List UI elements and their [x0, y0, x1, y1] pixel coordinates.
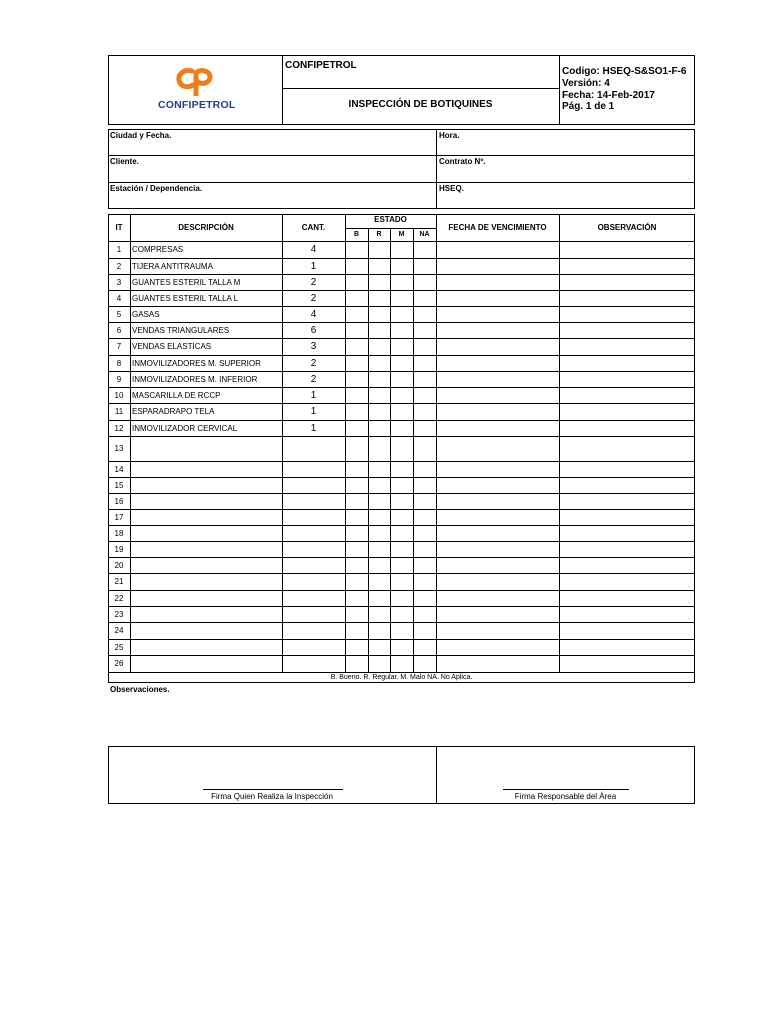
row-quantity: 2: [310, 357, 317, 369]
hora-label: Hora.: [439, 131, 460, 140]
form-title: INSPECCIÓN DE BOTIQUINES: [348, 99, 493, 110]
row-quantity: [282, 462, 345, 477]
row-description: [132, 574, 282, 590]
col-header-descripcion: DESCRIPCIÓN: [178, 223, 234, 232]
row-item-number: 10: [114, 390, 124, 400]
row-description: INMOVILIZADORES M. SUPERIOR: [132, 358, 261, 368]
row-quantity: 3: [310, 341, 317, 352]
row-quantity: [282, 607, 345, 622]
table-column-line: [345, 214, 346, 672]
signature-label-inspector: Firma Quien Realiza la Inspección: [211, 792, 333, 801]
row-description: MASCARILLA DE RCCP: [132, 390, 221, 400]
col-header-m: M: [398, 231, 405, 238]
col-header-na: NA: [419, 231, 430, 238]
row-quantity: [282, 656, 345, 672]
confipetrol-logo-icon: [176, 66, 214, 96]
row-description: [132, 494, 282, 509]
hseq-label: HSEQ.: [439, 184, 464, 193]
signature-line-right: [503, 789, 629, 790]
row-item-number: 2: [116, 261, 122, 271]
col-header-it: IT: [115, 223, 123, 232]
row-description: ESPARADRAPO TELA: [132, 407, 215, 416]
row-item-number: 24: [114, 626, 124, 635]
row-item-number: 25: [114, 642, 124, 652]
logo-wordmark: CONFIPETROL: [158, 99, 236, 111]
signature-line-left: [203, 789, 343, 790]
row-description: [132, 591, 282, 606]
row-item-number: 11: [114, 407, 124, 416]
row-description: [132, 558, 282, 573]
row-description: [132, 656, 282, 672]
col-header-b: B: [353, 231, 360, 238]
row-quantity: 4: [310, 308, 317, 320]
row-item-number: 18: [114, 528, 124, 538]
form-date: Fecha: 14-Feb-2017: [562, 90, 655, 101]
row-item-number: 22: [114, 593, 124, 603]
row-quantity: 2: [310, 292, 317, 304]
row-description: COMPRESAS: [132, 245, 184, 254]
info-divider-h2: [108, 182, 695, 183]
row-item-number: 7: [116, 342, 122, 351]
row-quantity: 2: [310, 276, 317, 288]
row-quantity: [282, 558, 345, 573]
row-quantity: [282, 494, 345, 509]
row-quantity: 1: [310, 406, 317, 417]
col-header-estado: ESTADO: [374, 215, 407, 224]
row-quantity: [282, 526, 345, 541]
row-item-number: 23: [114, 609, 124, 619]
row-item-number: 13: [114, 444, 124, 453]
row-quantity: 1: [310, 389, 317, 401]
row-item-number: 8: [116, 358, 122, 368]
estado-subheader-line: [345, 228, 436, 229]
row-quantity: [282, 623, 345, 639]
signature-label-responsable: Firma Responsable del Área: [514, 792, 617, 801]
row-description: [132, 478, 282, 493]
row-quantity: [282, 510, 345, 525]
estacion-label: Estación / Dependencia.: [110, 184, 203, 193]
row-description: GUANTES ESTERIL TALLA L: [132, 293, 239, 303]
row-quantity: 6: [310, 324, 317, 336]
row-description: VENDAS TRIANGULARES: [132, 325, 230, 335]
row-quantity: 1: [310, 260, 317, 272]
row-description: [132, 623, 282, 639]
row-item-number: 6: [116, 325, 122, 335]
table-row-line: [108, 672, 695, 673]
form-version: Versión: 4: [562, 78, 610, 89]
row-item-number: 9: [116, 374, 122, 384]
header-divider-1: [282, 55, 283, 125]
row-item-number: 20: [114, 560, 124, 570]
form-code: Codigo: HSEQ-S&SO1-F-6: [562, 66, 687, 77]
row-quantity: [282, 640, 345, 655]
row-item-number: 3: [116, 277, 122, 287]
contrato-label: Contrato Nº.: [439, 157, 486, 166]
col-header-r: R: [376, 231, 382, 238]
row-quantity: [282, 574, 345, 590]
row-item-number: 21: [114, 577, 124, 586]
cliente-label: Cliente.: [110, 157, 139, 166]
row-item-number: 4: [116, 293, 122, 303]
row-quantity: [282, 437, 345, 461]
row-description: INMOVILIZADORES M. INFERIOR: [132, 374, 258, 384]
col-header-fecha-vencimiento: FECHA DE VENCIMIENTO: [448, 223, 547, 232]
company-name: CONFIPETROL: [285, 60, 357, 71]
row-item-number: 1: [116, 245, 122, 254]
row-description: INMOVILIZADOR CERVICAL: [132, 423, 238, 433]
row-item-number: 26: [114, 659, 124, 668]
row-quantity: 4: [310, 244, 317, 255]
table-column-line: [436, 214, 437, 672]
observaciones-label: Observaciones.: [110, 685, 170, 694]
row-item-number: 16: [114, 496, 124, 506]
ciudad-fecha-label: Ciudad y Fecha.: [110, 131, 172, 140]
row-quantity: [282, 591, 345, 606]
row-item-number: 15: [114, 480, 124, 490]
row-description: [132, 462, 282, 477]
row-description: [132, 510, 282, 525]
row-description: [132, 437, 282, 461]
row-description: TIJERA ANTITRAUMA: [132, 261, 213, 271]
row-quantity: 1: [310, 422, 317, 434]
row-quantity: [282, 542, 345, 557]
col-header-cant: CANT.: [301, 223, 326, 232]
row-description: GASAS: [132, 309, 160, 319]
table-column-line: [559, 214, 560, 672]
form-page: Pág. 1 de 1: [562, 101, 615, 112]
row-quantity: 2: [310, 373, 317, 385]
row-description: [132, 640, 282, 655]
row-item-number: 19: [114, 544, 124, 554]
row-description: GUANTES ESTERIL TALLA M: [132, 277, 241, 287]
info-divider-v: [436, 129, 437, 209]
table-column-line: [130, 214, 131, 672]
row-description: [132, 607, 282, 622]
row-item-number: 12: [114, 423, 124, 433]
row-description: [132, 526, 282, 541]
info-divider-h1: [108, 155, 695, 156]
info-box: [108, 129, 695, 209]
row-item-number: 5: [116, 309, 122, 319]
row-quantity: [282, 478, 345, 493]
row-item-number: 17: [114, 512, 124, 522]
header-divider-2: [559, 55, 560, 125]
row-description: [132, 542, 282, 557]
header-divider-h: [282, 88, 559, 89]
col-header-observacion: OBSERVACIÓN: [597, 223, 657, 232]
row-item-number: 14: [114, 464, 124, 474]
estado-legend: B. Bueno. R. Regular. M. Malo NA. No Aplica.: [330, 674, 473, 681]
row-description: VENDAS ELASTICAS: [132, 342, 212, 351]
